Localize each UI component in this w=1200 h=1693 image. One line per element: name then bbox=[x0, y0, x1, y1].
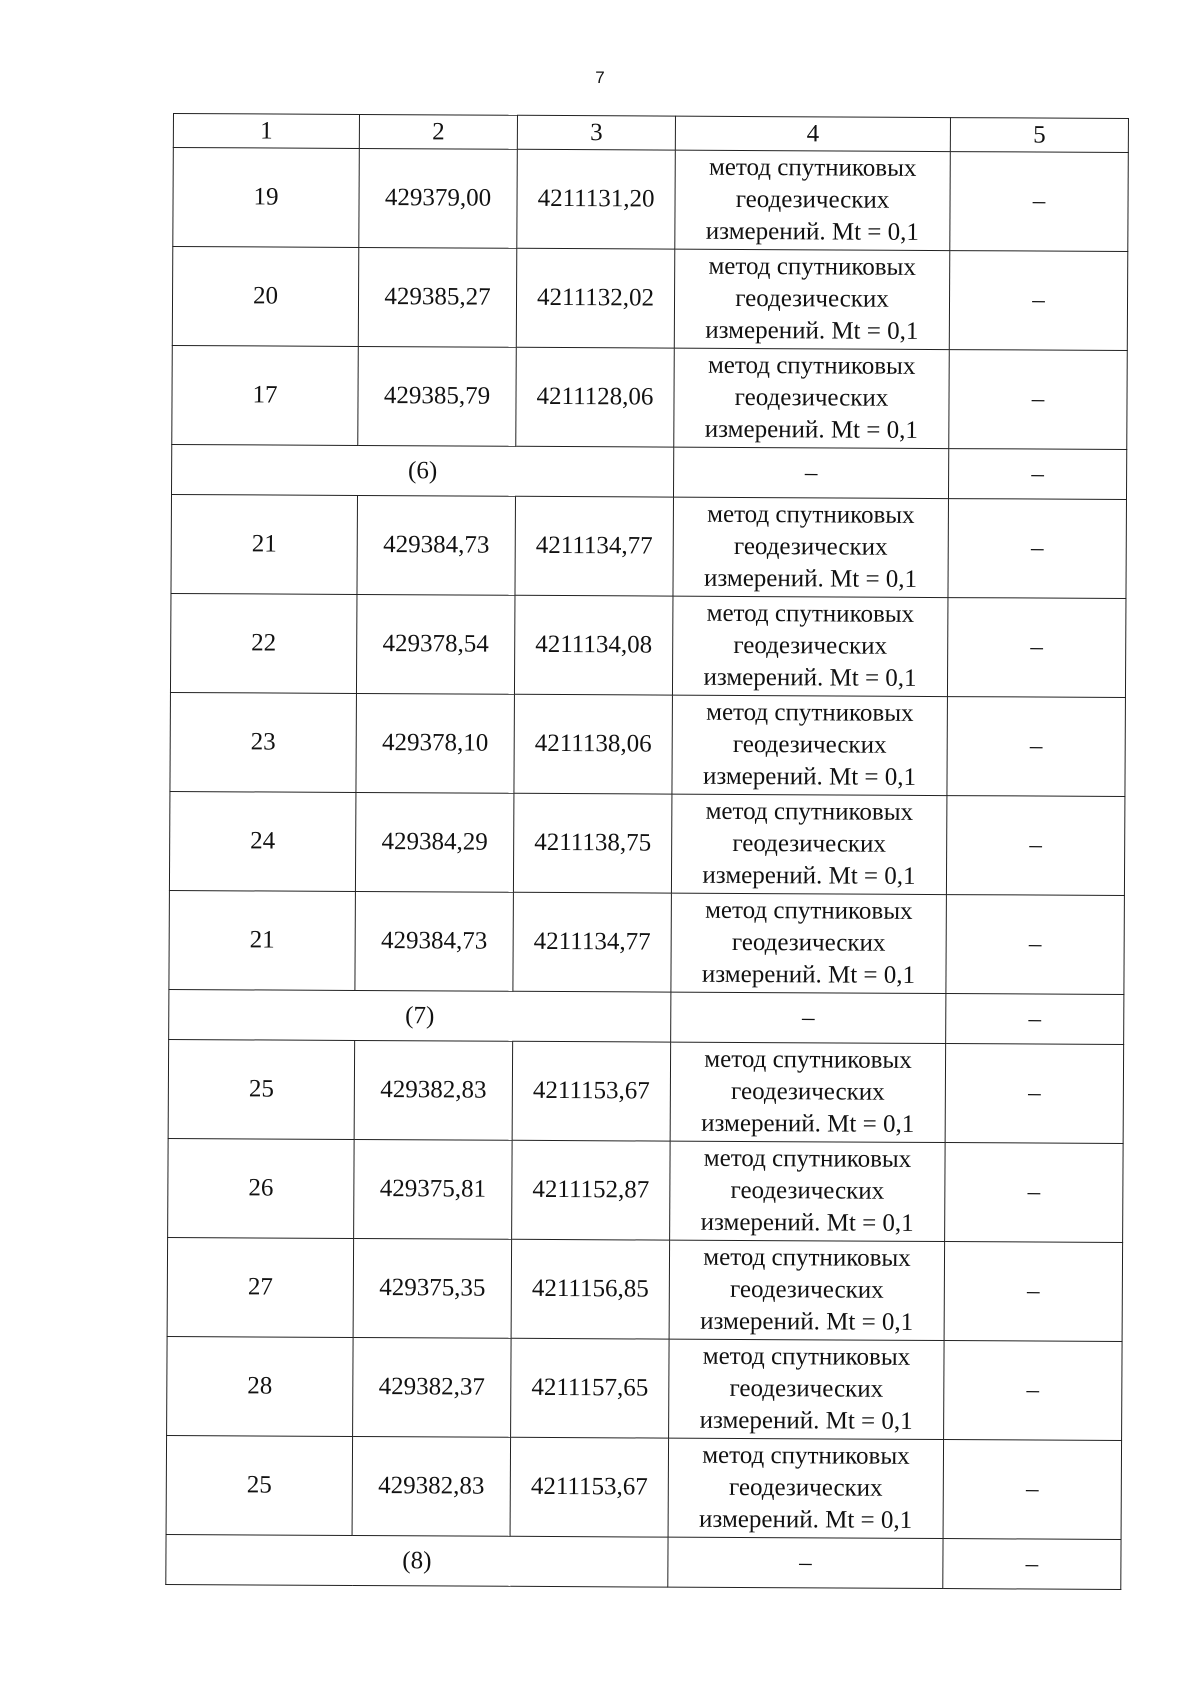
note-cell: – bbox=[946, 796, 1125, 896]
x-coordinate-cell: 429382,83 bbox=[354, 1040, 513, 1140]
note-cell: – bbox=[947, 697, 1126, 797]
contour-label-cell: (6) bbox=[172, 444, 674, 497]
method-cell: – bbox=[673, 447, 948, 498]
table-row bbox=[171, 494, 1127, 598]
point-number-cell: 24 bbox=[169, 791, 356, 891]
table-header-row bbox=[173, 114, 1128, 153]
method-cell: метод спутниковых геодезических измерений. Mt = 0,1 bbox=[671, 893, 947, 993]
note-cell: – bbox=[946, 895, 1125, 995]
method-cell: – bbox=[668, 1537, 943, 1588]
y-coordinate-cell: 4211131,20 bbox=[517, 149, 676, 249]
contour-row bbox=[172, 444, 1127, 499]
note-cell: – bbox=[945, 1044, 1124, 1144]
y-coordinate-cell: 4211132,02 bbox=[516, 248, 675, 348]
method-cell: метод спутниковых геодезических измерений. Mt = 0,1 bbox=[674, 348, 950, 448]
page-number: 7 bbox=[595, 68, 605, 87]
contour-label-cell: (7) bbox=[169, 989, 671, 1042]
note-cell: – bbox=[945, 1143, 1124, 1243]
method-cell: метод спутниковых геодезических измерений. Mt = 0,1 bbox=[670, 1141, 946, 1241]
x-coordinate-cell: 429382,83 bbox=[352, 1436, 511, 1536]
x-coordinate-cell: 429384,73 bbox=[355, 891, 514, 991]
point-number-cell: 17 bbox=[172, 345, 359, 445]
contour-label-cell: (8) bbox=[166, 1534, 668, 1587]
table-row bbox=[172, 247, 1128, 351]
x-coordinate-cell: 429379,00 bbox=[359, 148, 518, 248]
table-row bbox=[169, 791, 1125, 895]
method-cell: метод спутниковых геодезических измерений. Mt = 0,1 bbox=[668, 1438, 944, 1538]
table-row bbox=[172, 345, 1128, 449]
x-coordinate-cell: 429384,29 bbox=[355, 792, 514, 892]
point-number-cell: 21 bbox=[171, 494, 358, 594]
table-row bbox=[170, 593, 1126, 697]
header-cell-2: 2 bbox=[359, 114, 517, 149]
y-coordinate-cell: 4211157,65 bbox=[511, 1338, 670, 1438]
method-cell: метод спутниковых геодезических измерений. Mt = 0,1 bbox=[673, 497, 949, 597]
x-coordinate-cell: 429385,27 bbox=[358, 247, 517, 347]
y-coordinate-cell: 4211153,67 bbox=[512, 1041, 671, 1141]
method-cell: – bbox=[671, 992, 946, 1043]
method-cell: метод спутниковых геодезических измерений. Mt = 0,1 bbox=[670, 1042, 946, 1142]
y-coordinate-cell: 4211128,06 bbox=[516, 347, 675, 447]
y-coordinate-cell: 4211156,85 bbox=[511, 1239, 670, 1339]
note-cell: – bbox=[947, 598, 1126, 698]
note-cell: – bbox=[950, 152, 1129, 252]
method-cell: метод спутниковых геодезических измерений. Mt = 0,1 bbox=[672, 695, 948, 795]
method-cell: метод спутниковых геодезических измерений. Mt = 0,1 bbox=[671, 794, 947, 894]
point-number-cell: 28 bbox=[167, 1336, 354, 1436]
x-coordinate-cell: 429378,10 bbox=[356, 693, 515, 793]
header-cell-4: 4 bbox=[675, 116, 950, 151]
header-cell-5: 5 bbox=[950, 118, 1128, 153]
coordinates-table bbox=[165, 113, 1129, 1590]
point-number-cell: 25 bbox=[166, 1435, 353, 1535]
y-coordinate-cell: 4211152,87 bbox=[512, 1140, 671, 1240]
point-number-cell: 25 bbox=[168, 1039, 355, 1139]
x-coordinate-cell: 429375,81 bbox=[354, 1139, 513, 1239]
point-number-cell: 20 bbox=[172, 247, 359, 347]
y-coordinate-cell: 4211134,77 bbox=[513, 892, 672, 992]
header-cell-1: 1 bbox=[173, 114, 359, 149]
table-row bbox=[169, 890, 1125, 994]
x-coordinate-cell: 429375,35 bbox=[353, 1238, 512, 1338]
contour-row bbox=[169, 989, 1124, 1044]
table-row bbox=[166, 1435, 1122, 1539]
note-cell: – bbox=[943, 1440, 1122, 1540]
table-row bbox=[167, 1237, 1123, 1341]
x-coordinate-cell: 429382,37 bbox=[353, 1337, 512, 1437]
method-cell: метод спутниковых геодезических измерений. Mt = 0,1 bbox=[669, 1339, 945, 1439]
point-number-cell: 23 bbox=[170, 692, 357, 792]
table-row bbox=[170, 692, 1126, 796]
y-coordinate-cell: 4211138,75 bbox=[513, 793, 672, 893]
header-cell-3: 3 bbox=[517, 115, 675, 150]
table-row bbox=[168, 1138, 1124, 1242]
table-row bbox=[168, 1039, 1124, 1143]
point-number-cell: 21 bbox=[169, 890, 356, 990]
note-cell: – bbox=[949, 350, 1128, 450]
x-coordinate-cell: 429384,73 bbox=[357, 495, 516, 595]
point-number-cell: 19 bbox=[173, 148, 360, 248]
y-coordinate-cell: 4211138,06 bbox=[514, 694, 673, 794]
note-cell: – bbox=[948, 449, 1126, 500]
table-row bbox=[173, 148, 1129, 252]
note-cell: – bbox=[948, 499, 1127, 599]
y-coordinate-cell: 4211134,77 bbox=[515, 496, 674, 596]
contour-row bbox=[166, 1534, 1121, 1589]
note-cell: – bbox=[949, 251, 1128, 351]
note-cell: – bbox=[944, 1242, 1123, 1342]
method-cell: метод спутниковых геодезических измерений. Mt = 0,1 bbox=[672, 596, 948, 696]
x-coordinate-cell: 429385,79 bbox=[358, 346, 517, 446]
note-cell: – bbox=[946, 994, 1124, 1045]
method-cell: метод спутниковых геодезических измерений. Mt = 0,1 bbox=[669, 1240, 945, 1340]
method-cell: метод спутниковых геодезических измерений. Mt = 0,1 bbox=[674, 249, 950, 349]
note-cell: – bbox=[943, 1539, 1121, 1590]
point-number-cell: 27 bbox=[167, 1237, 354, 1337]
coordinates-table-body bbox=[166, 114, 1129, 1590]
method-cell: метод спутниковых геодезических измерений. Mt = 0,1 bbox=[675, 150, 951, 250]
note-cell: – bbox=[944, 1341, 1123, 1441]
x-coordinate-cell: 429378,54 bbox=[356, 594, 515, 694]
point-number-cell: 26 bbox=[168, 1138, 355, 1238]
table-row bbox=[167, 1336, 1123, 1440]
y-coordinate-cell: 4211134,08 bbox=[514, 595, 673, 695]
point-number-cell: 22 bbox=[170, 593, 357, 693]
y-coordinate-cell: 4211153,67 bbox=[510, 1437, 669, 1537]
